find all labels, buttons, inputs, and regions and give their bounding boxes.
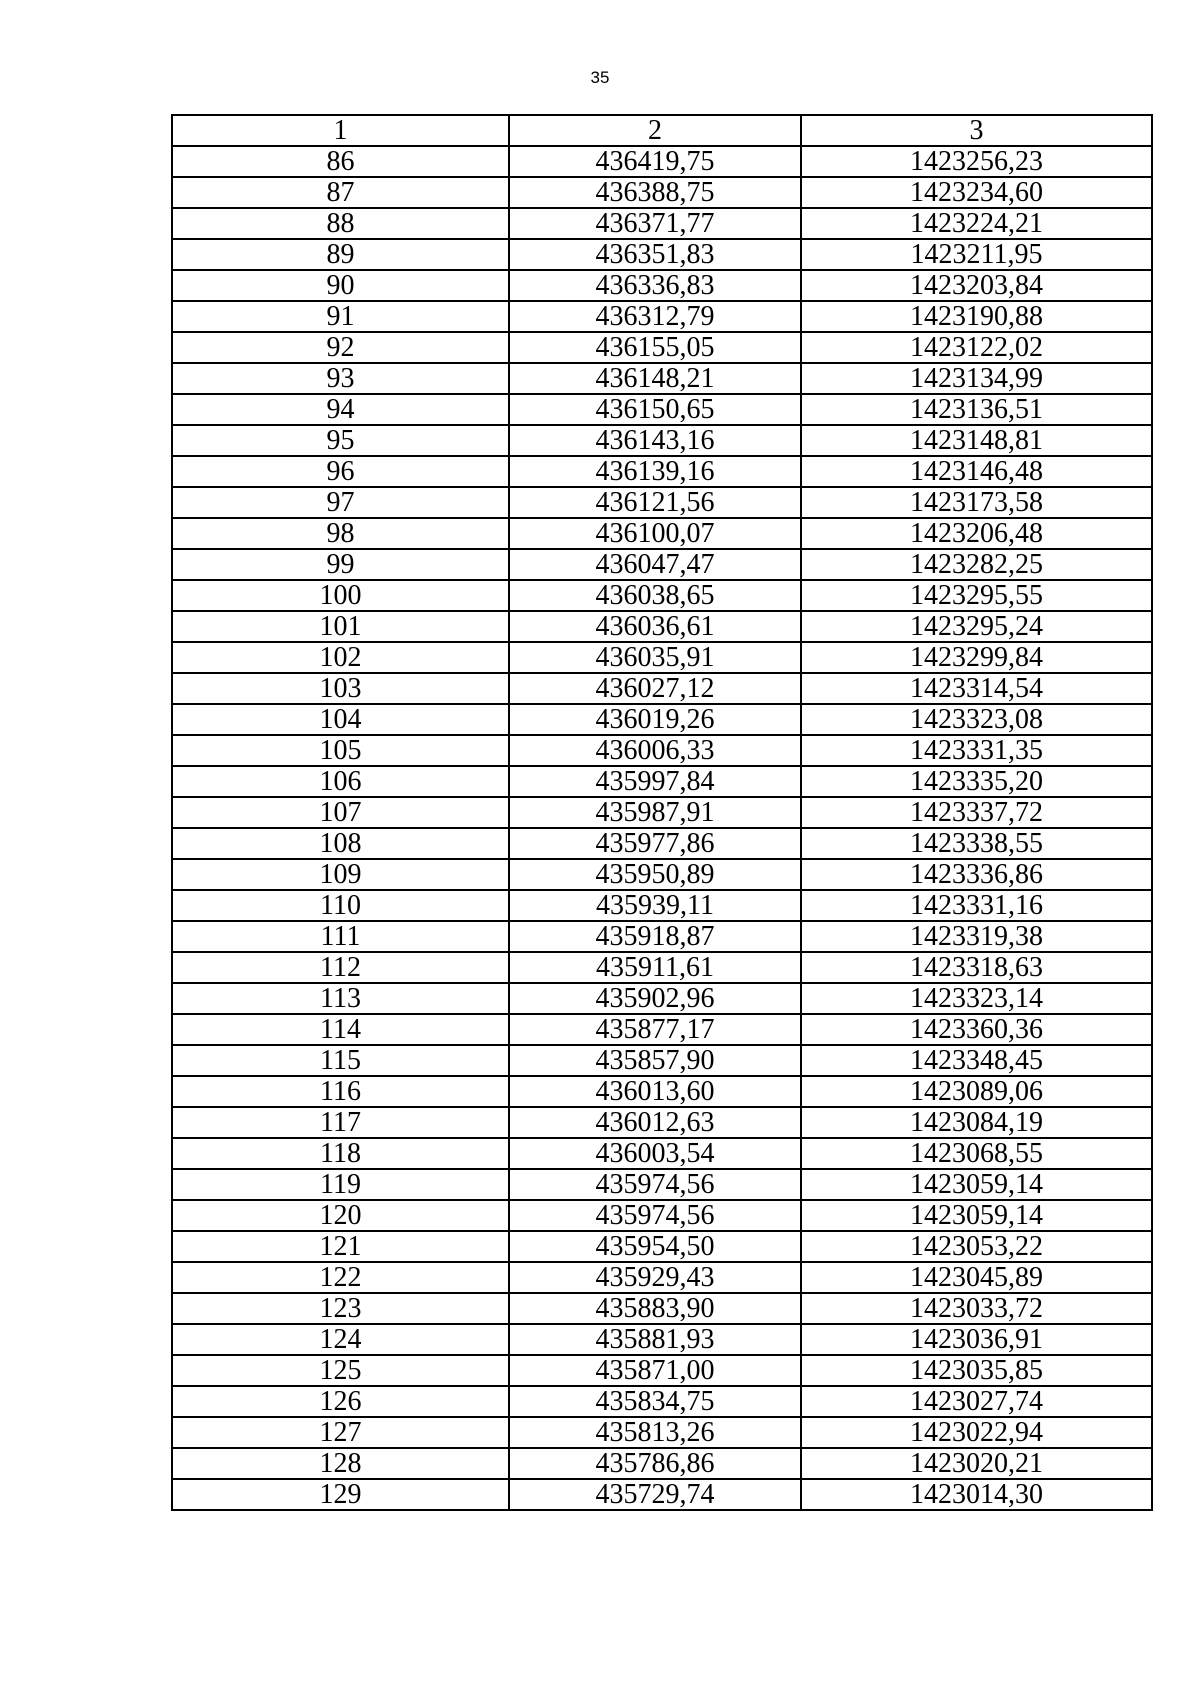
coordinate-x-cell: 436006,33 bbox=[509, 735, 801, 766]
coordinate-y-cell: 1423053,22 bbox=[801, 1231, 1152, 1262]
point-number-cell: 100 bbox=[172, 580, 509, 611]
table-row bbox=[172, 270, 1152, 301]
point-number-cell: 118 bbox=[172, 1138, 509, 1169]
coordinate-y-cell: 1423089,06 bbox=[801, 1076, 1152, 1107]
column-header: 1 bbox=[172, 115, 509, 146]
coordinate-y-cell: 1423335,20 bbox=[801, 766, 1152, 797]
coordinate-x-cell: 435929,43 bbox=[509, 1262, 801, 1293]
coordinate-x-cell: 436047,47 bbox=[509, 549, 801, 580]
coordinate-x-cell: 436371,77 bbox=[509, 208, 801, 239]
table-row bbox=[172, 1231, 1152, 1262]
point-number-cell: 110 bbox=[172, 890, 509, 921]
coordinate-y-cell: 1423059,14 bbox=[801, 1169, 1152, 1200]
coordinate-y-cell: 1423036,91 bbox=[801, 1324, 1152, 1355]
point-number-cell: 113 bbox=[172, 983, 509, 1014]
coordinate-x-cell: 435918,87 bbox=[509, 921, 801, 952]
coordinate-x-cell: 435786,86 bbox=[509, 1448, 801, 1479]
coordinate-x-cell: 435977,86 bbox=[509, 828, 801, 859]
table-row bbox=[172, 1355, 1152, 1386]
coordinate-x-cell: 436121,56 bbox=[509, 487, 801, 518]
table-row bbox=[172, 921, 1152, 952]
coordinate-y-cell: 1423348,45 bbox=[801, 1045, 1152, 1076]
coordinate-y-cell: 1423336,86 bbox=[801, 859, 1152, 890]
point-number-cell: 129 bbox=[172, 1479, 509, 1510]
point-number-cell: 106 bbox=[172, 766, 509, 797]
table-row bbox=[172, 394, 1152, 425]
point-number-cell: 125 bbox=[172, 1355, 509, 1386]
table-row bbox=[172, 580, 1152, 611]
coordinate-x-cell: 435974,56 bbox=[509, 1200, 801, 1231]
table-row bbox=[172, 983, 1152, 1014]
coordinate-y-cell: 1423033,72 bbox=[801, 1293, 1152, 1324]
point-number-cell: 95 bbox=[172, 425, 509, 456]
point-number-cell: 127 bbox=[172, 1417, 509, 1448]
coordinate-x-cell: 436036,61 bbox=[509, 611, 801, 642]
coordinate-x-cell: 436012,63 bbox=[509, 1107, 801, 1138]
coordinate-y-cell: 1423059,14 bbox=[801, 1200, 1152, 1231]
point-number-cell: 96 bbox=[172, 456, 509, 487]
coordinate-y-cell: 1423234,60 bbox=[801, 177, 1152, 208]
point-number-cell: 87 bbox=[172, 177, 509, 208]
point-number-cell: 107 bbox=[172, 797, 509, 828]
table-row bbox=[172, 735, 1152, 766]
coordinate-y-cell: 1423136,51 bbox=[801, 394, 1152, 425]
coordinate-x-cell: 436150,65 bbox=[509, 394, 801, 425]
point-number-cell: 90 bbox=[172, 270, 509, 301]
point-number-cell: 105 bbox=[172, 735, 509, 766]
coordinate-x-cell: 436155,05 bbox=[509, 332, 801, 363]
table-body bbox=[172, 146, 1152, 1510]
point-number-cell: 114 bbox=[172, 1014, 509, 1045]
coordinate-y-cell: 1423295,55 bbox=[801, 580, 1152, 611]
coordinate-y-cell: 1423020,21 bbox=[801, 1448, 1152, 1479]
coordinate-x-cell: 435939,11 bbox=[509, 890, 801, 921]
coordinate-x-cell: 435954,50 bbox=[509, 1231, 801, 1262]
table-row bbox=[172, 518, 1152, 549]
coordinate-y-cell: 1423190,88 bbox=[801, 301, 1152, 332]
point-number-cell: 119 bbox=[172, 1169, 509, 1200]
point-number-cell: 86 bbox=[172, 146, 509, 177]
coordinates-table bbox=[171, 114, 1153, 1511]
coordinate-y-cell: 1423027,74 bbox=[801, 1386, 1152, 1417]
coordinate-x-cell: 436003,54 bbox=[509, 1138, 801, 1169]
coordinate-x-cell: 436013,60 bbox=[509, 1076, 801, 1107]
table-row bbox=[172, 797, 1152, 828]
table-row bbox=[172, 1417, 1152, 1448]
coordinate-y-cell: 1423206,48 bbox=[801, 518, 1152, 549]
table-row bbox=[172, 456, 1152, 487]
point-number-cell: 89 bbox=[172, 239, 509, 270]
page-number: 35 bbox=[590, 68, 610, 87]
coordinate-y-cell: 1423331,35 bbox=[801, 735, 1152, 766]
coordinate-x-cell: 435881,93 bbox=[509, 1324, 801, 1355]
point-number-cell: 112 bbox=[172, 952, 509, 983]
table-row bbox=[172, 1076, 1152, 1107]
point-number-cell: 111 bbox=[172, 921, 509, 952]
point-number-cell: 91 bbox=[172, 301, 509, 332]
point-number-cell: 121 bbox=[172, 1231, 509, 1262]
coordinate-x-cell: 436312,79 bbox=[509, 301, 801, 332]
table-row bbox=[172, 425, 1152, 456]
point-number-cell: 108 bbox=[172, 828, 509, 859]
table-row bbox=[172, 363, 1152, 394]
point-number-cell: 123 bbox=[172, 1293, 509, 1324]
table-row bbox=[172, 1386, 1152, 1417]
point-number-cell: 117 bbox=[172, 1107, 509, 1138]
table-row bbox=[172, 1293, 1152, 1324]
coordinate-y-cell: 1423203,84 bbox=[801, 270, 1152, 301]
table-row bbox=[172, 890, 1152, 921]
coordinate-y-cell: 1423068,55 bbox=[801, 1138, 1152, 1169]
table-row bbox=[172, 1014, 1152, 1045]
coordinate-x-cell: 435834,75 bbox=[509, 1386, 801, 1417]
coordinate-x-cell: 435974,56 bbox=[509, 1169, 801, 1200]
coordinate-y-cell: 1423084,19 bbox=[801, 1107, 1152, 1138]
point-number-cell: 94 bbox=[172, 394, 509, 425]
coordinate-x-cell: 435857,90 bbox=[509, 1045, 801, 1076]
coordinate-x-cell: 436419,75 bbox=[509, 146, 801, 177]
point-number-cell: 120 bbox=[172, 1200, 509, 1231]
coordinate-y-cell: 1423045,89 bbox=[801, 1262, 1152, 1293]
coordinate-y-cell: 1423014,30 bbox=[801, 1479, 1152, 1510]
coordinate-y-cell: 1423173,58 bbox=[801, 487, 1152, 518]
coordinate-y-cell: 1423146,48 bbox=[801, 456, 1152, 487]
table-row bbox=[172, 1169, 1152, 1200]
coordinate-x-cell: 435902,96 bbox=[509, 983, 801, 1014]
table-row bbox=[172, 611, 1152, 642]
coordinate-x-cell: 436038,65 bbox=[509, 580, 801, 611]
coordinate-y-cell: 1423323,14 bbox=[801, 983, 1152, 1014]
column-header: 2 bbox=[509, 115, 801, 146]
coordinate-x-cell: 436143,16 bbox=[509, 425, 801, 456]
coordinate-y-cell: 1423022,94 bbox=[801, 1417, 1152, 1448]
coordinate-x-cell: 436100,07 bbox=[509, 518, 801, 549]
coordinate-y-cell: 1423331,16 bbox=[801, 890, 1152, 921]
table-row bbox=[172, 1045, 1152, 1076]
coordinate-x-cell: 436351,83 bbox=[509, 239, 801, 270]
coordinate-x-cell: 436035,91 bbox=[509, 642, 801, 673]
point-number-cell: 97 bbox=[172, 487, 509, 518]
table-row bbox=[172, 1479, 1152, 1510]
coordinate-y-cell: 1423338,55 bbox=[801, 828, 1152, 859]
coordinate-y-cell: 1423314,54 bbox=[801, 673, 1152, 704]
point-number-cell: 92 bbox=[172, 332, 509, 363]
point-number-cell: 109 bbox=[172, 859, 509, 890]
table-row bbox=[172, 177, 1152, 208]
coordinate-x-cell: 436139,16 bbox=[509, 456, 801, 487]
coordinate-x-cell: 436388,75 bbox=[509, 177, 801, 208]
coordinate-x-cell: 435871,00 bbox=[509, 1355, 801, 1386]
point-number-cell: 128 bbox=[172, 1448, 509, 1479]
point-number-cell: 101 bbox=[172, 611, 509, 642]
table-row bbox=[172, 1200, 1152, 1231]
coordinate-x-cell: 435729,74 bbox=[509, 1479, 801, 1510]
coordinate-x-cell: 435950,89 bbox=[509, 859, 801, 890]
coordinate-y-cell: 1423337,72 bbox=[801, 797, 1152, 828]
coordinate-x-cell: 435877,17 bbox=[509, 1014, 801, 1045]
table-row bbox=[172, 549, 1152, 580]
point-number-cell: 98 bbox=[172, 518, 509, 549]
point-number-cell: 93 bbox=[172, 363, 509, 394]
coordinate-y-cell: 1423148,81 bbox=[801, 425, 1152, 456]
coordinate-y-cell: 1423318,63 bbox=[801, 952, 1152, 983]
table-row bbox=[172, 642, 1152, 673]
coordinate-x-cell: 436148,21 bbox=[509, 363, 801, 394]
point-number-cell: 126 bbox=[172, 1386, 509, 1417]
table-row bbox=[172, 828, 1152, 859]
coordinate-y-cell: 1423256,23 bbox=[801, 146, 1152, 177]
point-number-cell: 88 bbox=[172, 208, 509, 239]
coordinate-y-cell: 1423211,95 bbox=[801, 239, 1152, 270]
table-row bbox=[172, 239, 1152, 270]
coordinate-y-cell: 1423295,24 bbox=[801, 611, 1152, 642]
table-row bbox=[172, 1448, 1152, 1479]
column-header: 3 bbox=[801, 115, 1152, 146]
coordinate-x-cell: 436027,12 bbox=[509, 673, 801, 704]
table-row bbox=[172, 704, 1152, 735]
coordinate-y-cell: 1423299,84 bbox=[801, 642, 1152, 673]
coordinate-y-cell: 1423035,85 bbox=[801, 1355, 1152, 1386]
table-row bbox=[172, 673, 1152, 704]
coordinate-x-cell: 435987,91 bbox=[509, 797, 801, 828]
table-row bbox=[172, 1262, 1152, 1293]
point-number-cell: 102 bbox=[172, 642, 509, 673]
coordinate-y-cell: 1423122,02 bbox=[801, 332, 1152, 363]
table-row bbox=[172, 487, 1152, 518]
coordinate-y-cell: 1423134,99 bbox=[801, 363, 1152, 394]
table-row bbox=[172, 146, 1152, 177]
table-row bbox=[172, 1107, 1152, 1138]
table-row bbox=[172, 766, 1152, 797]
coordinate-y-cell: 1423282,25 bbox=[801, 549, 1152, 580]
point-number-cell: 116 bbox=[172, 1076, 509, 1107]
table-row bbox=[172, 208, 1152, 239]
table-row bbox=[172, 301, 1152, 332]
point-number-cell: 122 bbox=[172, 1262, 509, 1293]
point-number-cell: 99 bbox=[172, 549, 509, 580]
table-row bbox=[172, 859, 1152, 890]
table-header-row bbox=[172, 115, 1152, 146]
coordinate-y-cell: 1423323,08 bbox=[801, 704, 1152, 735]
coordinate-y-cell: 1423319,38 bbox=[801, 921, 1152, 952]
table-row bbox=[172, 332, 1152, 363]
point-number-cell: 124 bbox=[172, 1324, 509, 1355]
coordinate-x-cell: 435813,26 bbox=[509, 1417, 801, 1448]
point-number-cell: 103 bbox=[172, 673, 509, 704]
table-row bbox=[172, 1324, 1152, 1355]
coordinate-x-cell: 435883,90 bbox=[509, 1293, 801, 1324]
coordinate-y-cell: 1423360,36 bbox=[801, 1014, 1152, 1045]
table-row bbox=[172, 1138, 1152, 1169]
coordinate-x-cell: 436336,83 bbox=[509, 270, 801, 301]
coordinate-x-cell: 435911,61 bbox=[509, 952, 801, 983]
point-number-cell: 115 bbox=[172, 1045, 509, 1076]
coordinate-x-cell: 435997,84 bbox=[509, 766, 801, 797]
coordinate-y-cell: 1423224,21 bbox=[801, 208, 1152, 239]
point-number-cell: 104 bbox=[172, 704, 509, 735]
coordinate-x-cell: 436019,26 bbox=[509, 704, 801, 735]
table-row bbox=[172, 952, 1152, 983]
